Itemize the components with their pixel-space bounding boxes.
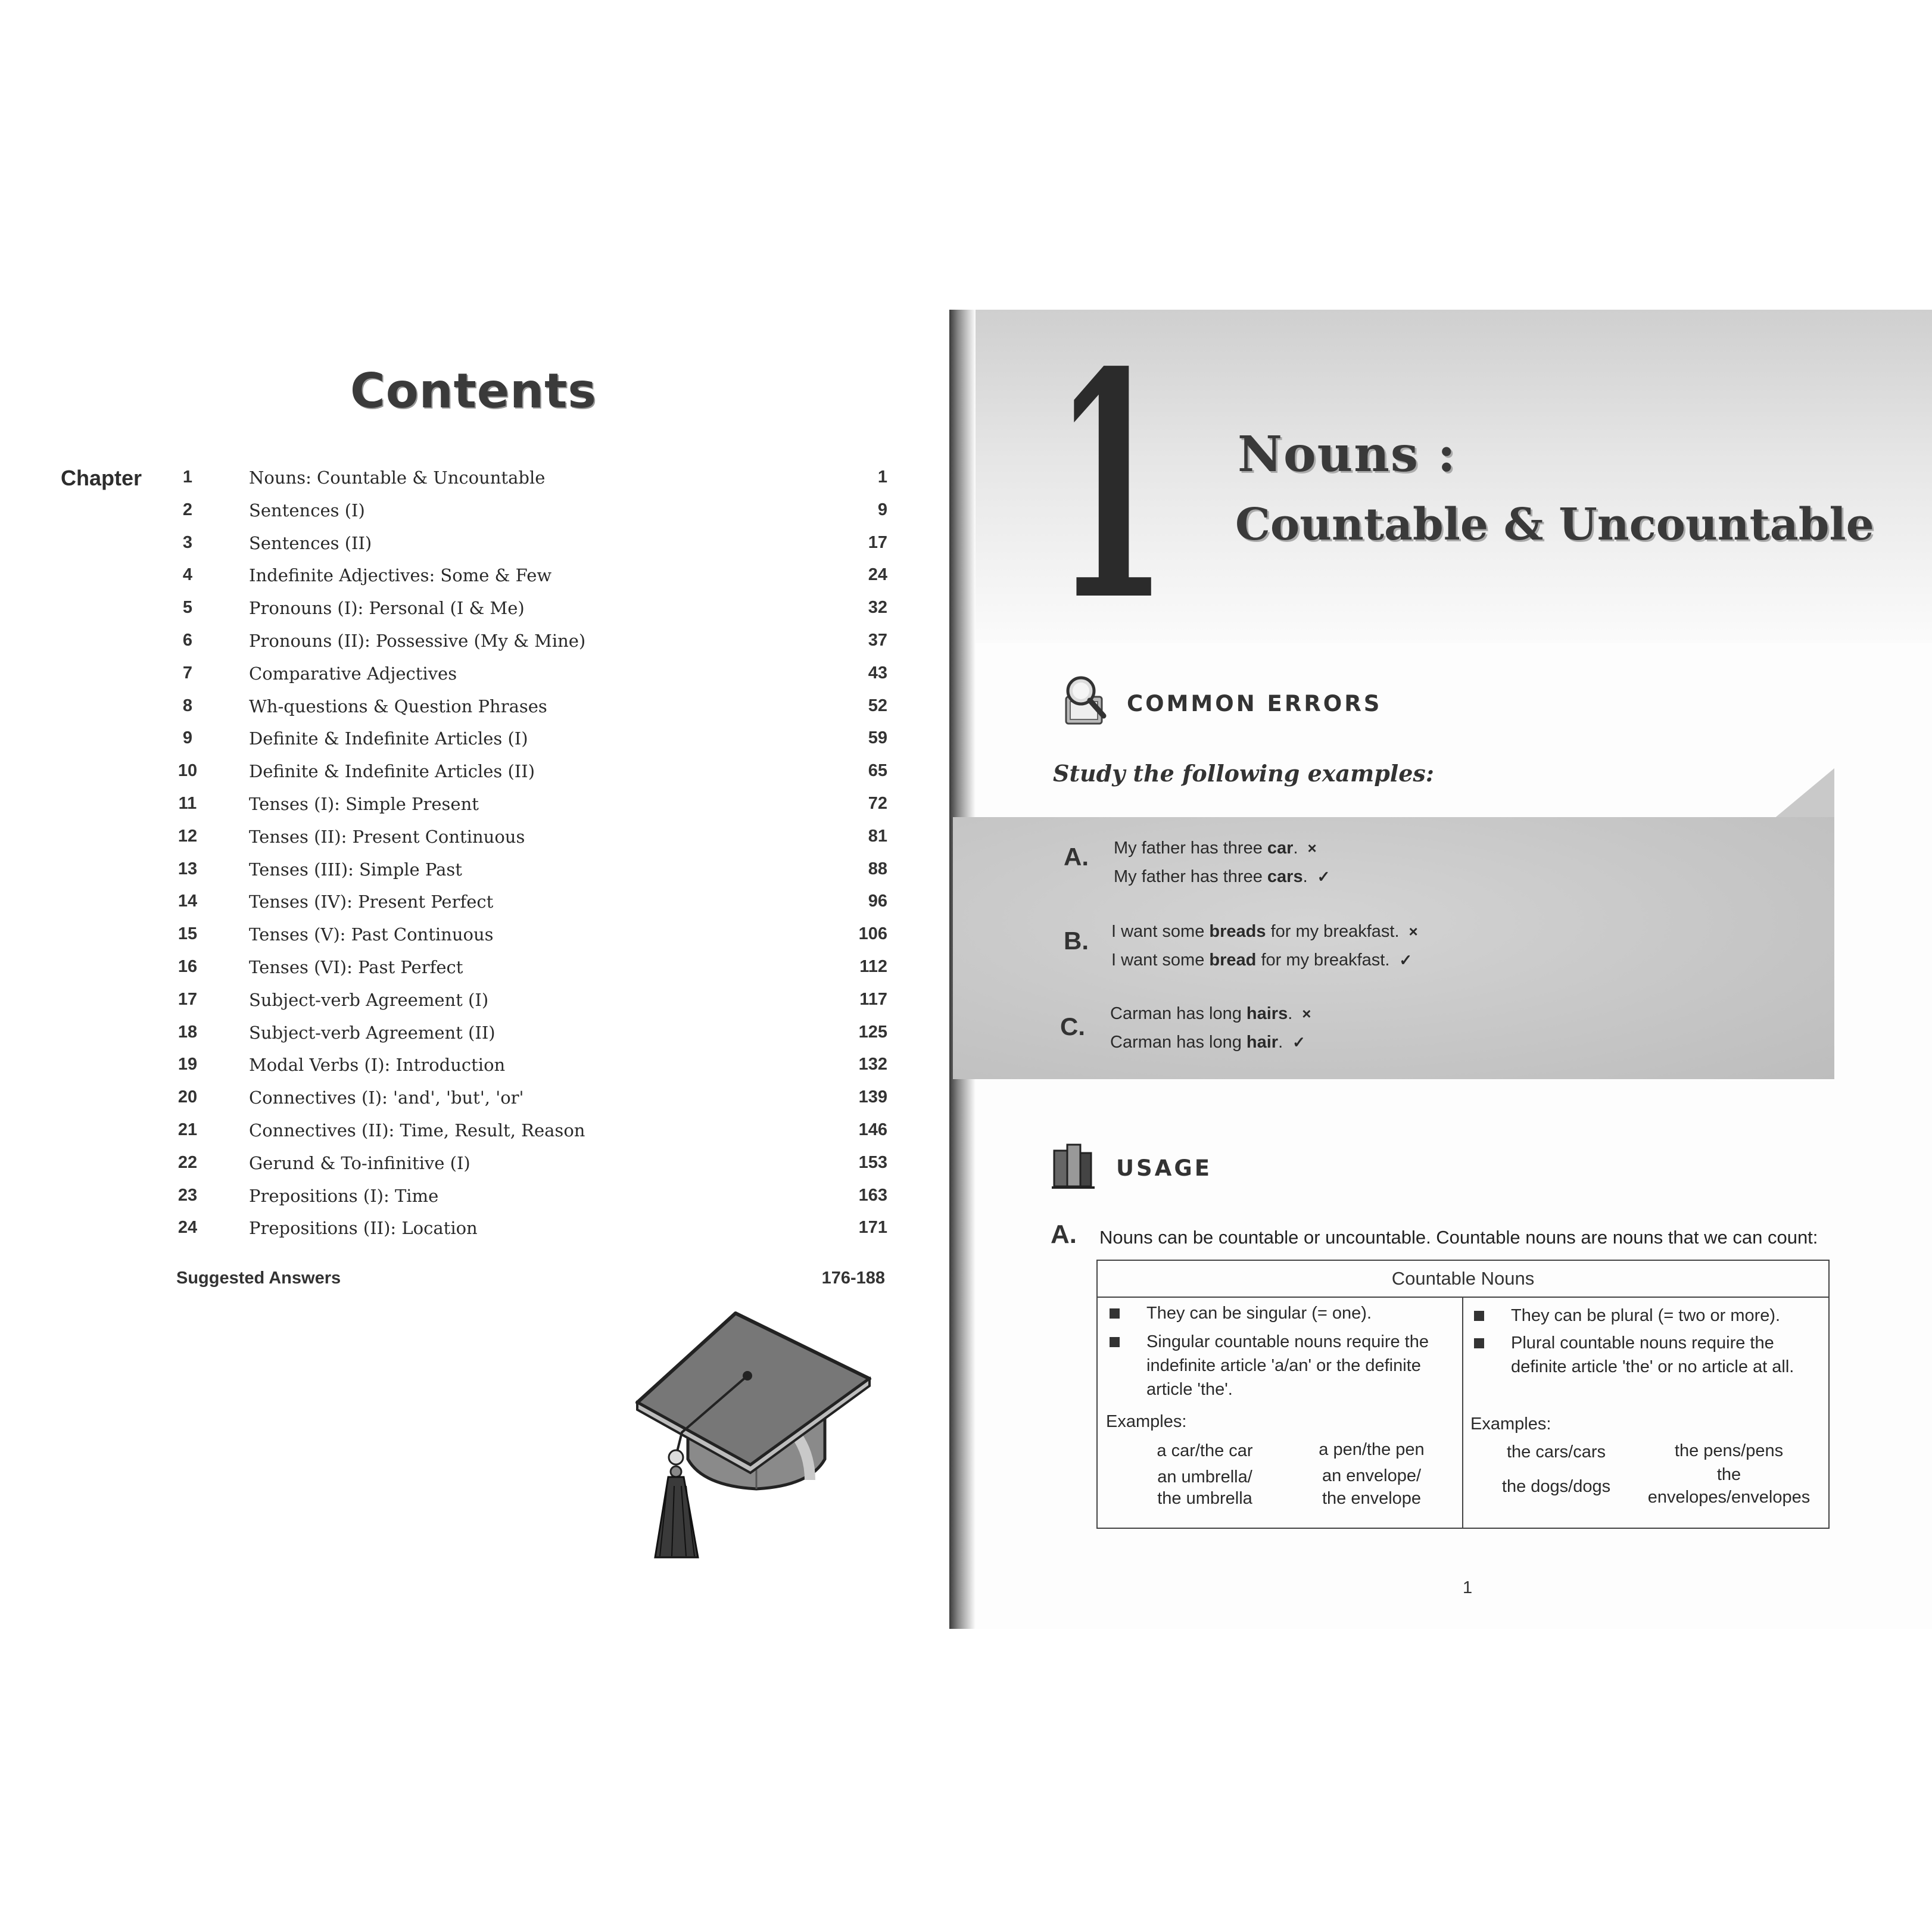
toc-chapter-title: Gerund & To-infinitive (I): [249, 1152, 470, 1173]
bullet-icon: [1474, 1311, 1484, 1321]
toc-chapter-number: 22: [177, 1152, 198, 1172]
toc-chapter-title: Pronouns (I): Personal (I & Me): [249, 598, 525, 619]
usage-letter: A.: [1051, 1220, 1077, 1249]
example-word: a pen/the pen: [1319, 1440, 1425, 1459]
toc-chapter-title: Comparative Adjectives: [249, 663, 457, 684]
study-prompt: Study the following examples:: [1053, 760, 1434, 787]
suggested-answers-label: Suggested Answers: [176, 1269, 341, 1288]
toc-entry[interactable]: [173, 990, 887, 1023]
toc-page-number: 117: [859, 989, 887, 1009]
toc-chapter-title: Indefinite Adjectives: Some & Few: [249, 565, 552, 586]
example-wrong-sentence: My father has three car. ×: [1114, 839, 1317, 858]
toc-entry[interactable]: [173, 892, 887, 924]
toc-entry[interactable]: [173, 1153, 887, 1186]
toc-entry[interactable]: [173, 827, 887, 859]
toc-chapter-title: Prepositions (I): Time: [249, 1185, 439, 1206]
toc-chapter-number: 9: [182, 728, 193, 748]
check-mark-icon: ✓: [1292, 1033, 1305, 1051]
toc-chapter-title: Tenses (II): Present Continuous: [249, 826, 525, 847]
countable-nouns-table: [1096, 1260, 1830, 1529]
toc-entry[interactable]: [173, 468, 887, 500]
toc-page-number: 96: [868, 892, 887, 911]
toc-entry[interactable]: [173, 859, 887, 892]
wrong-mark-icon: ×: [1302, 1005, 1311, 1023]
toc-chapter-number: 19: [177, 1055, 198, 1074]
toc-page-number: 171: [858, 1218, 887, 1238]
toc-page-number: 163: [858, 1185, 887, 1205]
toc-chapter-title: Tenses (V): Past Continuous: [249, 924, 494, 945]
toc-entry[interactable]: [173, 533, 887, 566]
example-letter: A.: [1064, 843, 1089, 871]
toc-chapter-title: Tenses (III): Simple Past: [249, 859, 462, 880]
toc-entry[interactable]: [173, 663, 887, 696]
toc-chapter-title: Subject-verb Agreement (I): [249, 989, 489, 1010]
toc-chapter-title: Modal Verbs (I): Introduction: [249, 1055, 506, 1076]
chapter-title-line1: Nouns :: [1238, 426, 1457, 483]
toc-page-number: 1: [877, 468, 887, 487]
toc-chapter-title: Sentences (I): [249, 500, 365, 521]
toc-chapter-title: Definite & Indefinite Articles (II): [249, 761, 535, 782]
plural-rule: They can be plural (= two or more).: [1511, 1306, 1781, 1325]
toc-page-number: 9: [877, 500, 887, 519]
toc-chapter-number: 3: [182, 532, 193, 552]
singular-article-rule-line3: article 'the'.: [1146, 1380, 1233, 1399]
toc-page-number: 106: [858, 924, 887, 944]
toc-chapter-title: Sentences (II): [249, 532, 372, 553]
example-word: the dogs/dogs: [1501, 1477, 1611, 1496]
singular-article-rule-line1: Singular countable nouns require the: [1146, 1332, 1429, 1351]
toc-chapter-title: Nouns: Countable & Uncountable: [249, 468, 546, 488]
toc-entry[interactable]: [173, 631, 887, 663]
wrong-mark-icon: ×: [1409, 923, 1418, 940]
example-word: an umbrella/: [1157, 1467, 1252, 1487]
suggested-answers-pages: 176-188: [821, 1269, 885, 1288]
books-icon: [1049, 1139, 1097, 1192]
toc-chapter-number: 12: [177, 826, 198, 846]
check-mark-icon: ✓: [1399, 951, 1413, 969]
example-word: envelopes/envelopes: [1647, 1488, 1811, 1507]
example-word: the envelope: [1322, 1489, 1422, 1508]
toc-chapter-number: 2: [182, 500, 193, 519]
graduation-cap-icon: [631, 1307, 881, 1569]
toc-chapter-number: 11: [178, 793, 197, 813]
toc-entry[interactable]: [173, 1023, 887, 1055]
page-number: 1: [1463, 1578, 1473, 1597]
bullet-icon: [1110, 1308, 1120, 1319]
toc-chapter-title: Tenses (IV): Present Perfect: [249, 892, 494, 912]
toc-page-number: 65: [868, 761, 887, 781]
toc-chapter-title: Wh-questions & Question Phrases: [249, 696, 547, 716]
toc-entry[interactable]: [173, 761, 887, 794]
example-correct-sentence: I want some bread for my breakfast. ✓: [1111, 951, 1413, 970]
toc-page-number: 32: [868, 598, 887, 618]
example-wrong-sentence: I want some breads for my breakfast. ×: [1111, 922, 1418, 941]
toc-chapter-title: Subject-verb Agreement (II): [249, 1022, 496, 1043]
chapter-number: 1: [1054, 305, 1167, 669]
example-letter: B.: [1064, 927, 1089, 955]
toc-entry[interactable]: [173, 728, 887, 761]
singular-article-rule-line2: indefinite article 'a/an' or the definite: [1146, 1356, 1421, 1375]
example-word: an envelope/: [1322, 1466, 1422, 1485]
toc-chapter-number: 10: [177, 761, 198, 781]
toc-entry[interactable]: [173, 500, 887, 533]
example-word: the umbrella: [1157, 1489, 1252, 1508]
toc-chapter-number: 4: [182, 565, 193, 585]
toc-page-number: 112: [859, 956, 887, 976]
toc-entry[interactable]: [173, 598, 887, 631]
example-word: the: [1716, 1465, 1741, 1484]
toc-chapter-number: 6: [182, 630, 193, 650]
examples-label: Examples:: [1470, 1414, 1551, 1434]
chapter-title-line2: Countable & Uncountable: [1235, 499, 1874, 550]
example-word: the pens/pens: [1674, 1441, 1784, 1460]
toc-page-number: 37: [868, 630, 887, 650]
toc-chapter-number: 21: [177, 1120, 198, 1139]
check-mark-icon: ✓: [1317, 868, 1330, 886]
example-wrong-sentence: Carman has long hairs. ×: [1110, 1004, 1311, 1023]
toc-chapter-title: Prepositions (II): Location: [249, 1218, 478, 1239]
toc-chapter-title: Pronouns (II): Possessive (My & Mine): [249, 630, 586, 651]
toc-page-number: 88: [868, 859, 887, 878]
toc-entry[interactable]: [173, 794, 887, 827]
toc-entry[interactable]: [173, 957, 887, 990]
toc-chapter-title: Connectives (II): Time, Result, Reason: [249, 1120, 585, 1140]
toc-page-number: 72: [868, 793, 887, 813]
chapter-label: Chapter: [61, 466, 142, 490]
common-errors-heading: COMMON ERRORS: [1127, 691, 1382, 716]
toc-entry[interactable]: [173, 565, 887, 598]
toc-page-number: 132: [858, 1055, 887, 1074]
toc-page-number: 146: [858, 1120, 887, 1139]
toc-chapter-title: Tenses (VI): Past Perfect: [249, 956, 463, 977]
table-header: Countable Nouns: [1098, 1261, 1828, 1298]
table-of-contents: [173, 468, 887, 1251]
toc-chapter-number: 23: [177, 1185, 198, 1205]
suggested-answers-row[interactable]: [176, 1269, 885, 1288]
toc-page-number: 139: [858, 1087, 887, 1107]
bullet-icon: [1110, 1337, 1120, 1347]
usage-heading: USAGE: [1116, 1155, 1212, 1181]
toc-entry[interactable]: [173, 1120, 887, 1153]
toc-chapter-number: 8: [182, 696, 193, 715]
toc-page-number: 153: [858, 1152, 887, 1172]
toc-chapter-number: 15: [177, 924, 198, 944]
plural-article-rule-line1: Plural countable nouns require the: [1511, 1333, 1774, 1353]
toc-page-number: 43: [868, 663, 887, 683]
toc-chapter-number: 20: [177, 1087, 198, 1107]
toc-chapter-number: 24: [177, 1218, 198, 1238]
toc-entry[interactable]: [173, 1087, 887, 1120]
contents-title: Contents: [350, 363, 597, 419]
example-letter: C.: [1060, 1012, 1085, 1040]
toc-chapter-number: 5: [182, 598, 193, 618]
magnifier-book-icon: [1057, 673, 1117, 733]
toc-chapter-number: 1: [182, 468, 193, 487]
toc-chapter-title: Connectives (I): 'and', 'but', 'or': [249, 1087, 524, 1108]
toc-chapter-number: 18: [177, 1022, 198, 1042]
chapter-number-graphic: [1054, 305, 1173, 669]
singular-rule: They can be singular (= one).: [1146, 1304, 1372, 1323]
toc-chapter-title: Tenses (I): Simple Present: [249, 793, 479, 814]
toc-page-number: 81: [868, 826, 887, 846]
toc-entry[interactable]: [173, 696, 887, 729]
toc-entry[interactable]: [173, 1055, 887, 1087]
toc-chapter-number: 14: [177, 892, 198, 911]
wrong-mark-icon: ×: [1307, 839, 1317, 857]
example-word: a car/the car: [1157, 1441, 1253, 1460]
toc-chapter-number: 17: [177, 989, 198, 1009]
example-word: the cars/cars: [1507, 1442, 1606, 1462]
toc-entry[interactable]: [173, 1186, 887, 1219]
toc-entry[interactable]: [173, 1218, 887, 1251]
toc-page-number: 52: [868, 696, 887, 715]
toc-chapter-title: Definite & Indefinite Articles (I): [249, 728, 528, 749]
toc-chapter-number: 7: [182, 663, 193, 683]
bullet-icon: [1474, 1338, 1484, 1348]
usage-description: Nouns can be countable or uncountable. Countable nouns are nouns that we can count:: [1099, 1227, 1818, 1248]
toc-chapter-number: 16: [177, 956, 198, 976]
toc-entry[interactable]: [173, 924, 887, 957]
toc-page-number: 24: [868, 565, 887, 585]
plural-article-rule-line2: definite article 'the' or no article at all.: [1511, 1357, 1794, 1376]
toc-page-number: 125: [858, 1022, 887, 1042]
toc-chapter-number: 13: [177, 859, 198, 878]
toc-page-number: 59: [868, 728, 887, 748]
table-divider: [1462, 1297, 1463, 1529]
example-correct-sentence: Carman has long hair. ✓: [1110, 1033, 1305, 1052]
example-correct-sentence: My father has three cars. ✓: [1114, 867, 1330, 886]
examples-label: Examples:: [1106, 1412, 1187, 1431]
toc-page-number: 17: [868, 532, 887, 552]
